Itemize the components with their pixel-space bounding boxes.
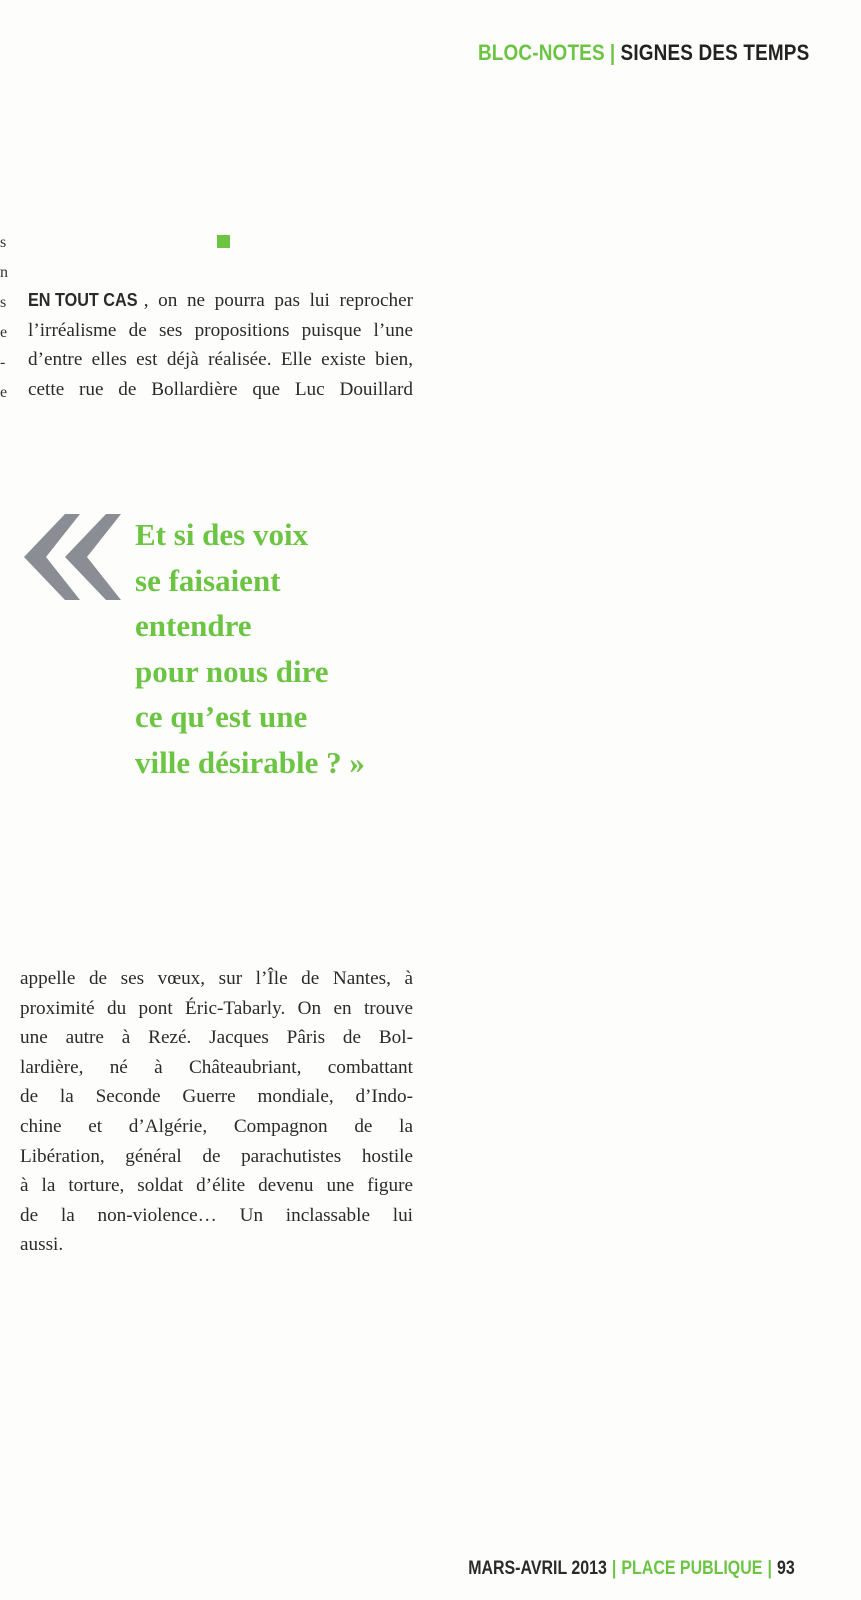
section-title: BLOC-NOTES	[477, 40, 605, 65]
subsection-title: SIGNES DES TEMPS	[620, 40, 809, 65]
body-paragraph-1	[28, 286, 413, 404]
text-line: appelle de ses vœux, sur l’Île de Nantes, à	[20, 968, 413, 989]
text-line: proximité du pont Éric-Tabarly. On en trouve	[20, 997, 413, 1019]
fragment-letter: -	[0, 354, 6, 371]
magazine-name: PLACE PUBLIQUE	[621, 1558, 763, 1579]
pull-quote-line: ville désirable ? »	[135, 744, 365, 780]
text-line: de la Seconde Guerre mondiale, d’Indo-	[20, 1086, 413, 1108]
page-number: 93	[777, 1558, 795, 1579]
lead-in: EN TOUT CAS	[28, 290, 138, 310]
text-line: chine et d’Algérie, Compagnon de la	[20, 1115, 413, 1137]
issue-date: MARS-AVRIL 2013	[468, 1558, 608, 1579]
pull-quote	[135, 512, 495, 785]
text-line: EN TOUT CAS , on ne pourra pas lui reprocher	[28, 286, 413, 316]
pull-quote-line: Et si des voix	[135, 517, 309, 552]
text-line: cette rue de Bollardière que Luc Douillard	[28, 378, 413, 400]
text-line: Libération, général de parachutistes hostile	[20, 1145, 413, 1167]
header-separator: |	[609, 40, 615, 65]
fragment-letter: n	[0, 264, 8, 281]
previous-column-fragment	[0, 228, 8, 408]
text-line: une autre à Rezé. Jacques Pâris de Bol-	[20, 1027, 413, 1049]
fragment-letter: s	[0, 294, 7, 311]
pull-quote-line: ce qu’est une	[135, 699, 308, 734]
pull-quote-line: se faisaient	[135, 562, 281, 598]
text-line: aussi.	[20, 1234, 64, 1256]
opening-quote-icon	[22, 512, 122, 602]
pull-quote-line: entendre	[135, 608, 252, 643]
footer-separator: |	[612, 1558, 617, 1579]
section-marker-square	[217, 235, 230, 248]
fragment-letter: e	[0, 324, 8, 341]
text-line: de la non-violence… Un inclassable lui	[20, 1204, 413, 1226]
running-header	[478, 40, 809, 66]
text-line: à la torture, soldat d’élite devenu une figure	[20, 1175, 413, 1197]
body-paragraph-2	[20, 964, 413, 1260]
text-line: d’entre elles est déjà réalisée. Elle existe bien,	[28, 349, 413, 371]
text-line: lardière, né à Châteaubriant, combattant	[20, 1056, 413, 1078]
pull-quote-line: pour nous dire	[135, 653, 329, 689]
page-footer	[468, 1558, 795, 1580]
fragment-letter: s	[0, 234, 7, 251]
text-line: l’irréalisme de ses propositions puisque l’une	[28, 319, 413, 341]
footer-separator: |	[767, 1558, 773, 1579]
fragment-letter: e	[0, 384, 8, 401]
